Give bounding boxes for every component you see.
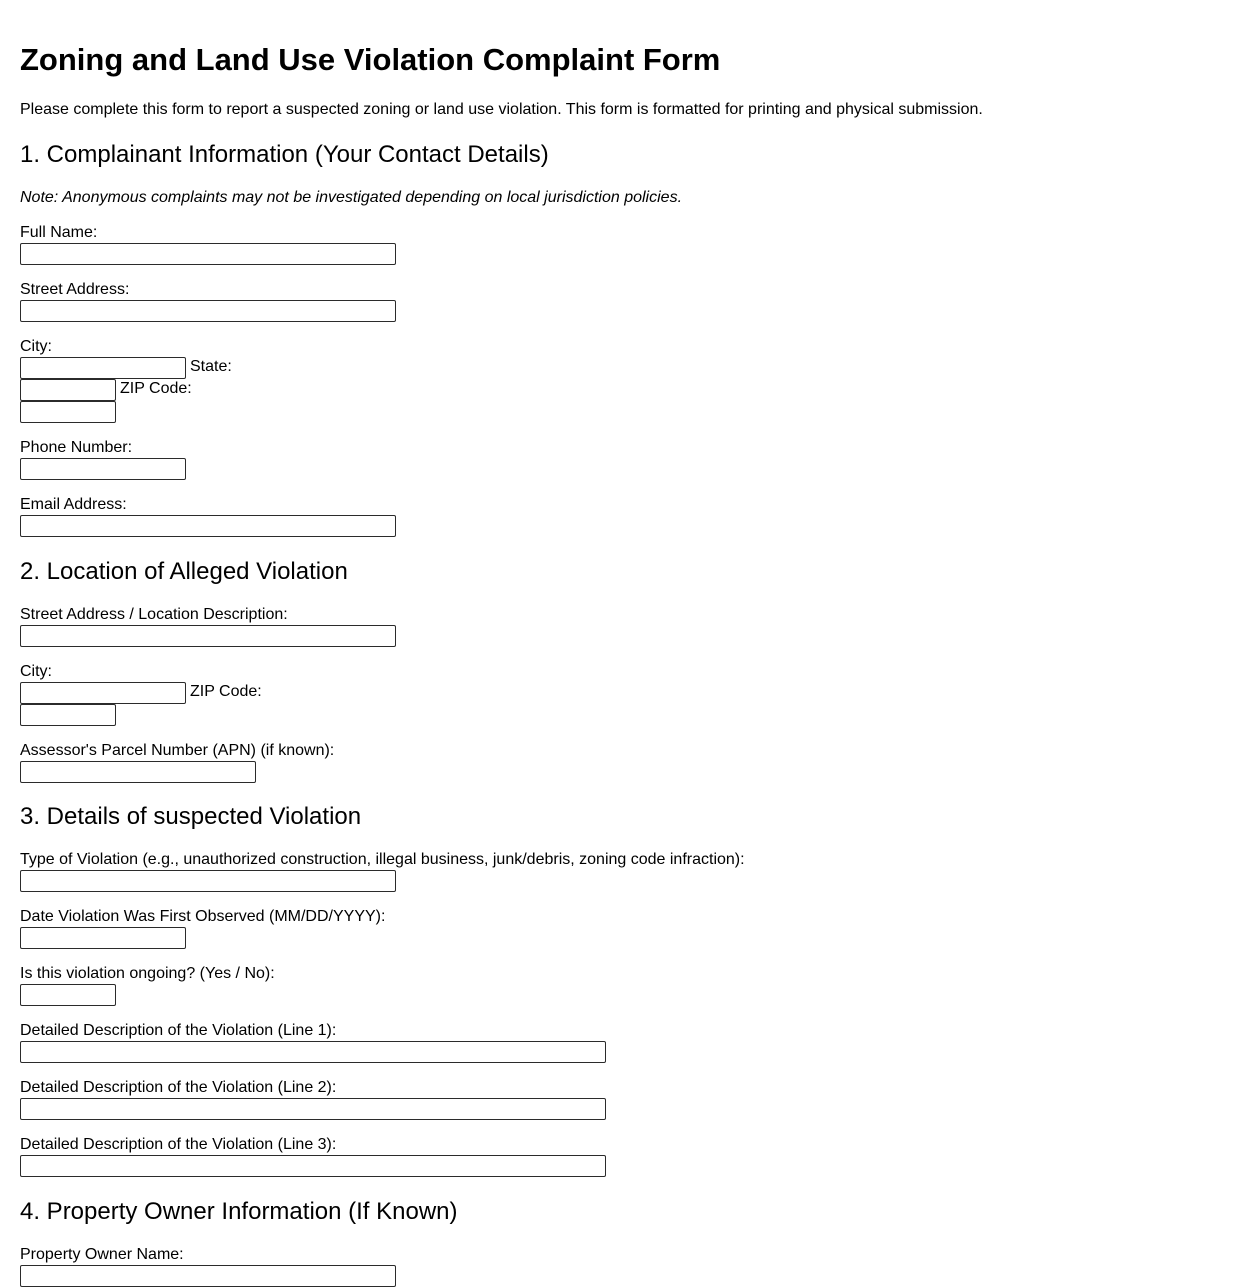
complainant-email-input[interactable] bbox=[20, 515, 396, 537]
description-line-1-label: Detailed Description of the Violation (Line 1): bbox=[20, 1022, 337, 1039]
date-observed-input[interactable] bbox=[20, 927, 186, 949]
complainant-street-label: Street Address: bbox=[20, 281, 130, 298]
complainant-state-input[interactable] bbox=[20, 379, 116, 401]
description-line-3-input[interactable] bbox=[20, 1155, 606, 1177]
anonymous-note: Note: Anonymous complaints may not be investigated depending on local jurisdiction policies. bbox=[20, 189, 683, 206]
description-line-3-label: Detailed Description of the Violation (Line 3): bbox=[20, 1136, 337, 1153]
violation-city-label: City: bbox=[20, 663, 52, 680]
complainant-phone-label: Phone Number: bbox=[20, 439, 133, 456]
section-1-heading: 1. Complainant Information (Your Contact Details) bbox=[20, 141, 549, 168]
apn-label: Assessor's Parcel Number (APN) (if known): bbox=[20, 742, 335, 759]
violation-type-label: Type of Violation (e.g., unauthorized construction, illegal business, junk/debris, zoning code infraction): bbox=[20, 851, 745, 868]
complainant-email-label: Email Address: bbox=[20, 496, 127, 513]
violation-street-input[interactable] bbox=[20, 625, 396, 647]
ongoing-label: Is this violation ongoing? (Yes / No): bbox=[20, 965, 275, 982]
complainant-phone-input[interactable] bbox=[20, 458, 186, 480]
complainant-street-input[interactable] bbox=[20, 300, 396, 322]
complainant-full-name-input[interactable] bbox=[20, 243, 396, 265]
owner-name-label: Property Owner Name: bbox=[20, 1246, 184, 1263]
date-observed-label: Date Violation Was First Observed (MM/DD/YYYY): bbox=[20, 908, 386, 925]
complainant-zip-label: ZIP Code: bbox=[120, 380, 192, 397]
description-line-2-label: Detailed Description of the Violation (Line 2): bbox=[20, 1079, 337, 1096]
section-2-heading: 2. Location of Alleged Violation bbox=[20, 558, 348, 585]
apn-input[interactable] bbox=[20, 761, 256, 783]
page-title: Zoning and Land Use Violation Complaint Form bbox=[20, 42, 721, 77]
section-4-heading: 4. Property Owner Information (If Known) bbox=[20, 1198, 458, 1225]
intro-text: Please complete this form to report a suspected zoning or land use violation. This form is formatted for printing and physical submission. bbox=[20, 101, 983, 118]
violation-type-input[interactable] bbox=[20, 870, 396, 892]
complainant-city-label: City: bbox=[20, 338, 52, 355]
owner-name-input[interactable] bbox=[20, 1265, 396, 1287]
complainant-zip-input[interactable] bbox=[20, 401, 116, 423]
complainant-state-label: State: bbox=[190, 358, 232, 375]
violation-street-label: Street Address / Location Description: bbox=[20, 606, 288, 623]
complainant-full-name-label: Full Name: bbox=[20, 224, 98, 241]
section-3-heading: 3. Details of suspected Violation bbox=[20, 803, 362, 830]
description-line-1-input[interactable] bbox=[20, 1041, 606, 1063]
violation-city-input[interactable] bbox=[20, 682, 186, 704]
complainant-city-input[interactable] bbox=[20, 357, 186, 379]
ongoing-input[interactable] bbox=[20, 984, 116, 1006]
violation-zip-input[interactable] bbox=[20, 704, 116, 726]
description-line-2-input[interactable] bbox=[20, 1098, 606, 1120]
violation-zip-label: ZIP Code: bbox=[190, 683, 262, 700]
